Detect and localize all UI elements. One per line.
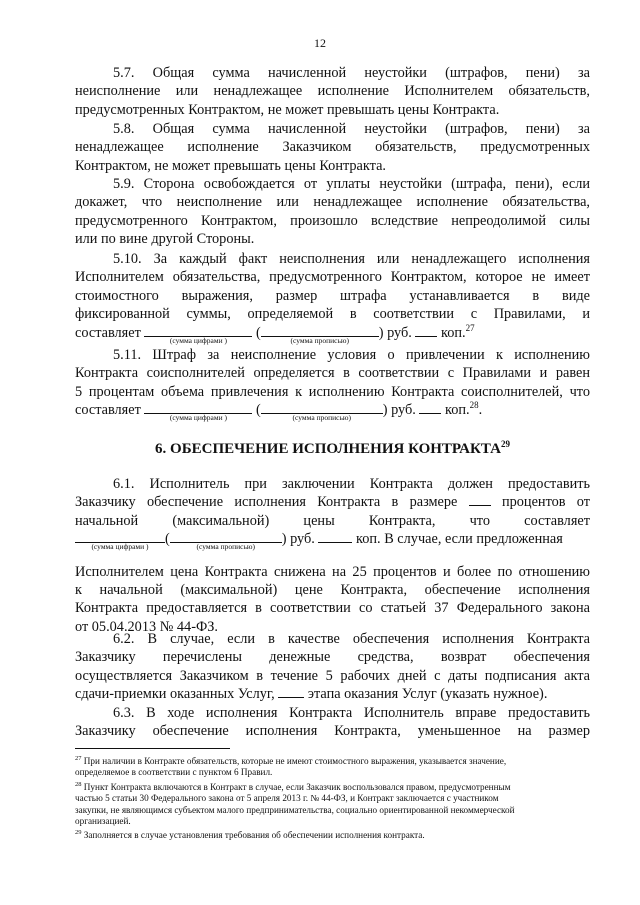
text-line: фиксированной суммы, определяемой в соответствии с Правилами, и [75,306,590,323]
text-fragment: ) руб. [382,402,416,419]
footnote-separator [75,748,230,749]
amount-words-field [261,324,379,345]
text-fragment: ) руб. [378,324,412,341]
amount-digits-field [75,530,165,552]
amount-line [75,322,590,345]
footnote-28 [75,782,590,827]
text-line: или по вине другой Стороны. [75,231,255,248]
footnote-text: При наличии в Контракте обязательств, которые не имеют стоимостного выражения, указывается значение, [83,756,507,766]
text-line: осуществляется Заказчиком в течение 5 рабочих дней с даты подписания акта [75,667,590,684]
caption-words: (сумма прописью) [196,542,255,552]
footnote-text: закупки, не являющимся субъектом малого предпринимательства, социально ориентированной некоммерческой [75,804,515,815]
text-line: 5.7. Общая сумма начисленной неустойки (штрафов, пени) за [113,65,590,81]
text-line: 6.3. В ходе исполнения Контракта Исполнитель вправе предоставить [113,705,590,721]
paragraph-6-1 [75,475,590,636]
footnote-text: частью 5 статьи 30 Федерального закона от 5 апреля 2013 г. № 44-ФЗ, и Контракт заключается с участником [75,793,499,804]
kopecks-field [318,530,352,543]
text-line: 5.8. Общая сумма начисленной неустойки (штрафов, пени) за [113,121,590,137]
text-line: 6.2. В случае, если в качестве обеспечения исполнения Контракта [113,631,590,647]
paragraph-5-7 [75,64,590,119]
paragraph-5-8 [75,120,590,175]
paragraph-5-11 [75,346,590,423]
text-line: Исполнителем обязательства, предусмотренного Контрактом, которое не имеет [75,269,590,286]
amount-line [75,530,590,552]
footnote-text: определяемое в соответствии с пунктом 6 Правил. [75,767,273,778]
paragraph-5-10 [75,250,590,345]
caption-digits: (сумма цифрами ) [169,413,227,423]
text-line: докажет, что неисполнение или ненадлежащее исполнение обязательства, [75,194,590,211]
text-line [75,493,590,511]
paragraph-6-2 [75,630,590,704]
amount-words-field [261,401,383,423]
percent-field [469,493,491,506]
footnote-text: Заполняется в случае установления требования об обеспечении исполнения контракта. [83,830,425,840]
section-heading-text: 6. ОБЕСПЕЧЕНИЕ ИСПОЛНЕНИЯ КОНТРАКТА [155,441,501,457]
text-fragment: ( [256,324,261,341]
footnote-number: 27 [75,754,82,762]
text-fragment: коп. [441,324,466,341]
footnote-ref-28: 28 [469,400,479,411]
text-line: начальной (максимальной) цены Контракта, что составляет [75,512,590,529]
text-line: ненадлежащее исполнение Заказчиком обязательств, предусмотренных [75,139,590,156]
caption-words: (сумма прописью) [290,335,349,345]
text-line: 5 процентам объема привлечения к исполнению Контракта соисполнителей, что [75,383,590,400]
text-fragment: составляет [75,402,141,419]
text-fragment: процентов от [501,494,591,511]
text-line: Контракта предоставляется в соответствии со статьей 37 Федерального закона [75,600,590,617]
text-line: от 05.04.2013 № 44-ФЗ. [75,618,218,635]
amount-line [75,400,590,423]
section-heading [75,441,590,458]
text-line [75,685,590,703]
footnote-29 [75,830,590,841]
text-fragment: ) руб. [281,531,315,548]
text-line: Контракта соисполнителей определяется в соответствии с Правилами и равен [75,365,590,382]
text-line: предусмотренных Контрактом, не может превышать цены Контракта. [75,101,500,118]
caption-digits: (сумма цифрами ) [91,542,149,552]
amount-digits-field [144,324,252,345]
footnote-number: 28 [75,780,82,788]
caption-words: (сумма прописью) [292,413,351,423]
text-fragment: составляет [75,324,141,341]
text-line: 6.1. Исполнитель при заключении Контракта должен предоставить [113,476,590,492]
page-number: 12 [314,36,326,50]
footnote-ref-29: 29 [500,439,510,449]
text-line: к начальной (максимальной) цене Контракта, обеспечение исполнения [75,582,590,599]
text-line: 5.11. Штраф за неисполнение условия о привлечении к исполнению [113,347,590,363]
text-line: стоимостного выражения, размер штрафа устанавливается в виде [75,287,590,304]
footnote-text: организацией. [75,815,131,826]
kopecks-field [419,401,441,414]
text-fragment: Заказчику обеспечение исполнения Контракта в размере [75,494,458,511]
amount-words-field [170,530,282,552]
text-fragment: ( [165,531,170,548]
text-line: предусмотренного Контрактом, произошло вследствие непреодолимой силы [75,212,590,229]
stage-field [278,685,304,698]
text-fragment: коп. [445,402,470,419]
paragraph-6-3 [75,704,590,741]
kopecks-field [415,324,437,337]
text-line: неисполнение или ненадлежащее исполнение Исполнителем обязательств, [75,83,590,100]
text-line: 5.10. За каждый факт неисполнения или ненадлежащего исполнения [113,251,590,267]
text-line: 5.9. Сторона освобождается от уплаты неустойки (штрафа, пени), если [113,176,590,192]
amount-digits-field [144,401,252,423]
text-fragment: коп. В случае, если предложенная [356,531,563,548]
text-line: Контрактом, не может превышать цены Контракта. [75,157,386,174]
paragraph-5-9 [75,175,590,249]
text-fragment: сдачи-приемки оказанных Услуг, [75,686,275,703]
text-fragment: ( [256,402,261,419]
caption-digits: (сумма цифрами ) [169,335,227,345]
footnote-text: Пункт Контракта включаются в Контракт в случае, если Заказчик воспользовался правом, предусмотренным [83,782,511,792]
text-fragment: этапа оказания Услуг (указать нужное). [307,686,548,703]
footnote-ref-27: 27 [465,322,475,333]
footnote-number: 29 [75,828,82,836]
text-line: Заказчику обеспечение исполнения Контракта, уменьшенное на размер [75,723,590,740]
text-fragment: . [478,402,483,419]
text-line: Исполнителем цена Контракта снижена на 25 процентов и более по отношению [75,563,590,580]
footnote-27 [75,756,590,779]
text-line: Заказчику перечислены денежные средства, возврат обеспечения [75,649,590,666]
